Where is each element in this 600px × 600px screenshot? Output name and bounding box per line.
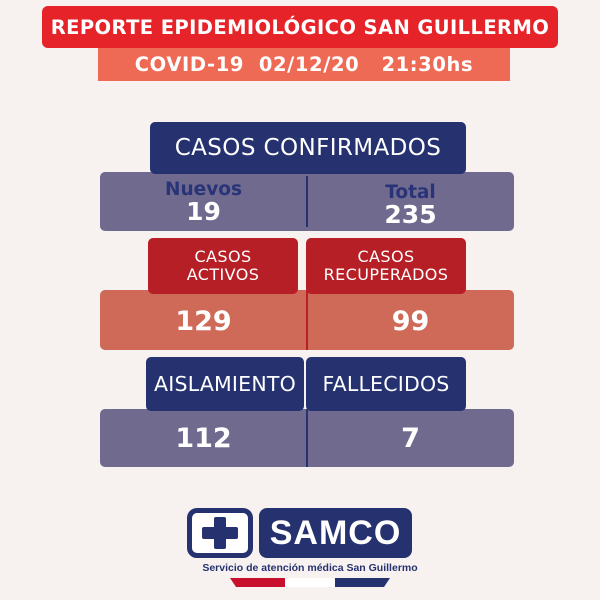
active-recovered-values-panel bbox=[100, 290, 514, 350]
samco-logo-text: SAMCO bbox=[269, 513, 402, 552]
samco-logo-wordmark bbox=[259, 508, 412, 558]
total-cases-cell bbox=[307, 172, 514, 231]
total-cases-value: 235 bbox=[384, 200, 437, 229]
isolation-heading bbox=[146, 357, 304, 411]
report-title-banner bbox=[42, 6, 558, 48]
report-date-banner bbox=[98, 48, 510, 81]
new-cases-label: Nuevos bbox=[165, 179, 242, 200]
recovered-label-line1: CASOS bbox=[357, 247, 415, 266]
isolation-value: 112 bbox=[175, 422, 232, 454]
recovered-cases-value: 99 bbox=[391, 305, 430, 337]
deceased-heading bbox=[306, 357, 466, 411]
confirmed-cases-heading bbox=[150, 122, 466, 174]
samco-logo-tagline: Servicio de atención médica San Guillermo bbox=[202, 562, 418, 574]
confirmed-cases-label: CASOS CONFIRMADOS bbox=[174, 135, 442, 161]
isolation-label: AISLAMIENTO bbox=[154, 372, 296, 396]
active-cases-heading bbox=[148, 238, 298, 294]
active-label-line1: CASOS bbox=[194, 247, 252, 266]
report-title: REPORTE EPIDEMIOLÓGICO SAN GUILLERMO bbox=[50, 15, 550, 39]
total-cases-label: Total bbox=[385, 182, 436, 203]
new-cases-cell bbox=[100, 172, 307, 231]
recovered-label-line2: RECUPERADOS bbox=[323, 265, 449, 284]
medical-cross-icon-shape bbox=[198, 515, 242, 551]
new-cases-value: 19 bbox=[186, 197, 221, 226]
report-date: COVID-19 02/12/20 21:30hs bbox=[134, 53, 474, 76]
confirmed-values-panel bbox=[100, 172, 514, 231]
flag-stripe bbox=[230, 578, 390, 587]
recovered-cases-heading bbox=[306, 238, 466, 294]
deceased-label: FALLECIDOS bbox=[322, 372, 450, 396]
isolation-deceased-values-panel bbox=[100, 409, 514, 467]
active-cases-value: 129 bbox=[175, 305, 232, 337]
deceased-value: 7 bbox=[401, 422, 420, 454]
medical-cross-icon bbox=[187, 508, 253, 558]
active-label-line2: ACTIVOS bbox=[186, 265, 260, 284]
